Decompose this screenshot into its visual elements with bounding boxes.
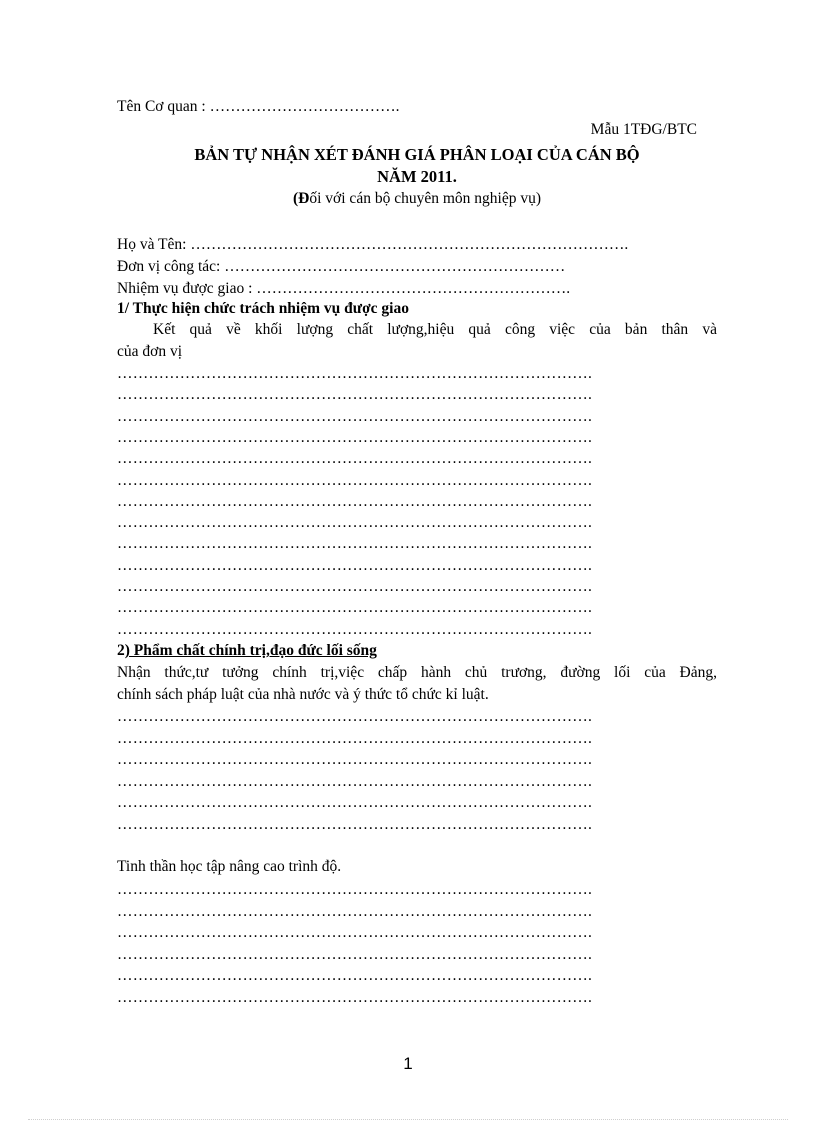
dotted-answer-line: ………………………………………………………………………………. (117, 365, 593, 382)
section1-paragraph-line2: của đơn vị (117, 343, 183, 360)
dotted-answer-line: ………………………………………………………………………………. (117, 989, 593, 1006)
dotted-answer-line: ………………………………………………………………………………. (117, 794, 593, 812)
dotted-answer-line: ………………………………………………………………………………. (117, 428, 593, 446)
dotted-answer-line: ………………………………………………………………………………. (117, 902, 593, 920)
dotted-answer-line: ………………………………………………………………………………. (117, 816, 593, 833)
section2-number: 2 (117, 642, 125, 659)
subtitle-rest: ối với cán bộ chuyên môn nghiệp vụ) (309, 190, 541, 207)
agency-line: Tên Cơ quan : ………………………………. (117, 98, 400, 115)
dotted-answer-line: ………………………………………………………………………………. (117, 492, 593, 510)
dotted-answer-line: ………………………………………………………………………………. (117, 450, 593, 468)
dotted-answer-line: ………………………………………………………………………………. (117, 620, 593, 638)
dotted-answer-line: ………………………………………………………………………………. (117, 471, 593, 489)
page-bottom-divider (28, 1119, 788, 1120)
dotted-answer-line: ………………………………………………………………………………. (117, 751, 593, 769)
section3-heading: Tinh thần học tập nâng cao trình độ. (117, 858, 342, 875)
dotted-answer-line: ………………………………………………………………………………. (117, 386, 593, 404)
dotted-answer-line: ………………………………………………………………………………. (117, 967, 593, 985)
dotted-answer-line: ………………………………………………………………………………. (117, 407, 593, 425)
duty-field-line: Nhiệm vụ được giao : ……………………………………………………. (117, 280, 571, 297)
dotted-answer-line: ………………………………………………………………………………. (117, 708, 593, 725)
dotted-answer-line: ………………………………………………………………………………. (117, 881, 593, 898)
unit-field-line: Đơn vị công tác: ………………………………………………………… (117, 258, 566, 275)
document-subtitle: (Đối với cán bộ chuyên môn nghiệp vụ) (293, 190, 541, 207)
section1-paragraph-line1: Kết quả về khối lượng chất lượng,hiệu quả công việc của bản thân và (153, 321, 717, 338)
section2-title: ) Phẩm chất chính trị,đạo đức lối sống (124, 642, 377, 659)
dotted-answer-line: ………………………………………………………………………………. (117, 924, 593, 942)
dotted-answer-line: ………………………………………………………………………………. (117, 772, 593, 790)
dotted-answer-line: ………………………………………………………………………………. (117, 578, 593, 595)
dotted-answer-line: ………………………………………………………………………………. (117, 599, 593, 617)
section2-heading (117, 641, 717, 661)
document-title-line2: NĂM 2011. (377, 167, 457, 186)
name-field-line: Họ và Tên: …………………………………………………………………………. (117, 236, 629, 253)
section1-heading: 1/ Thực hiện chức trách nhiệm vụ được giao (117, 300, 409, 317)
document-title-line1: BẢN TỰ NHẬN XÉT ĐÁNH GIÁ PHÂN LOẠI CỦA CÁN BỘ (194, 145, 640, 164)
dotted-answer-line: ………………………………………………………………………………. (117, 535, 593, 553)
section2-paragraph-line2: chính sách pháp luật của nhà nước và ý thức tổ chức kỉ luật. (117, 686, 489, 703)
dotted-answer-line: ………………………………………………………………………………. (117, 514, 593, 532)
form-code: Mẫu 1TĐG/BTC (590, 121, 697, 138)
section2-paragraph-line1: Nhận thức,tư tưởng chính trị,việc chấp hành chủ trương, đường lối của Đảng, (117, 664, 717, 681)
dotted-answer-line: ………………………………………………………………………………. (117, 556, 593, 574)
dotted-answer-line: ………………………………………………………………………………. (117, 945, 593, 963)
page-number: 1 (403, 1054, 413, 1073)
dotted-answer-line: ………………………………………………………………………………. (117, 729, 593, 747)
